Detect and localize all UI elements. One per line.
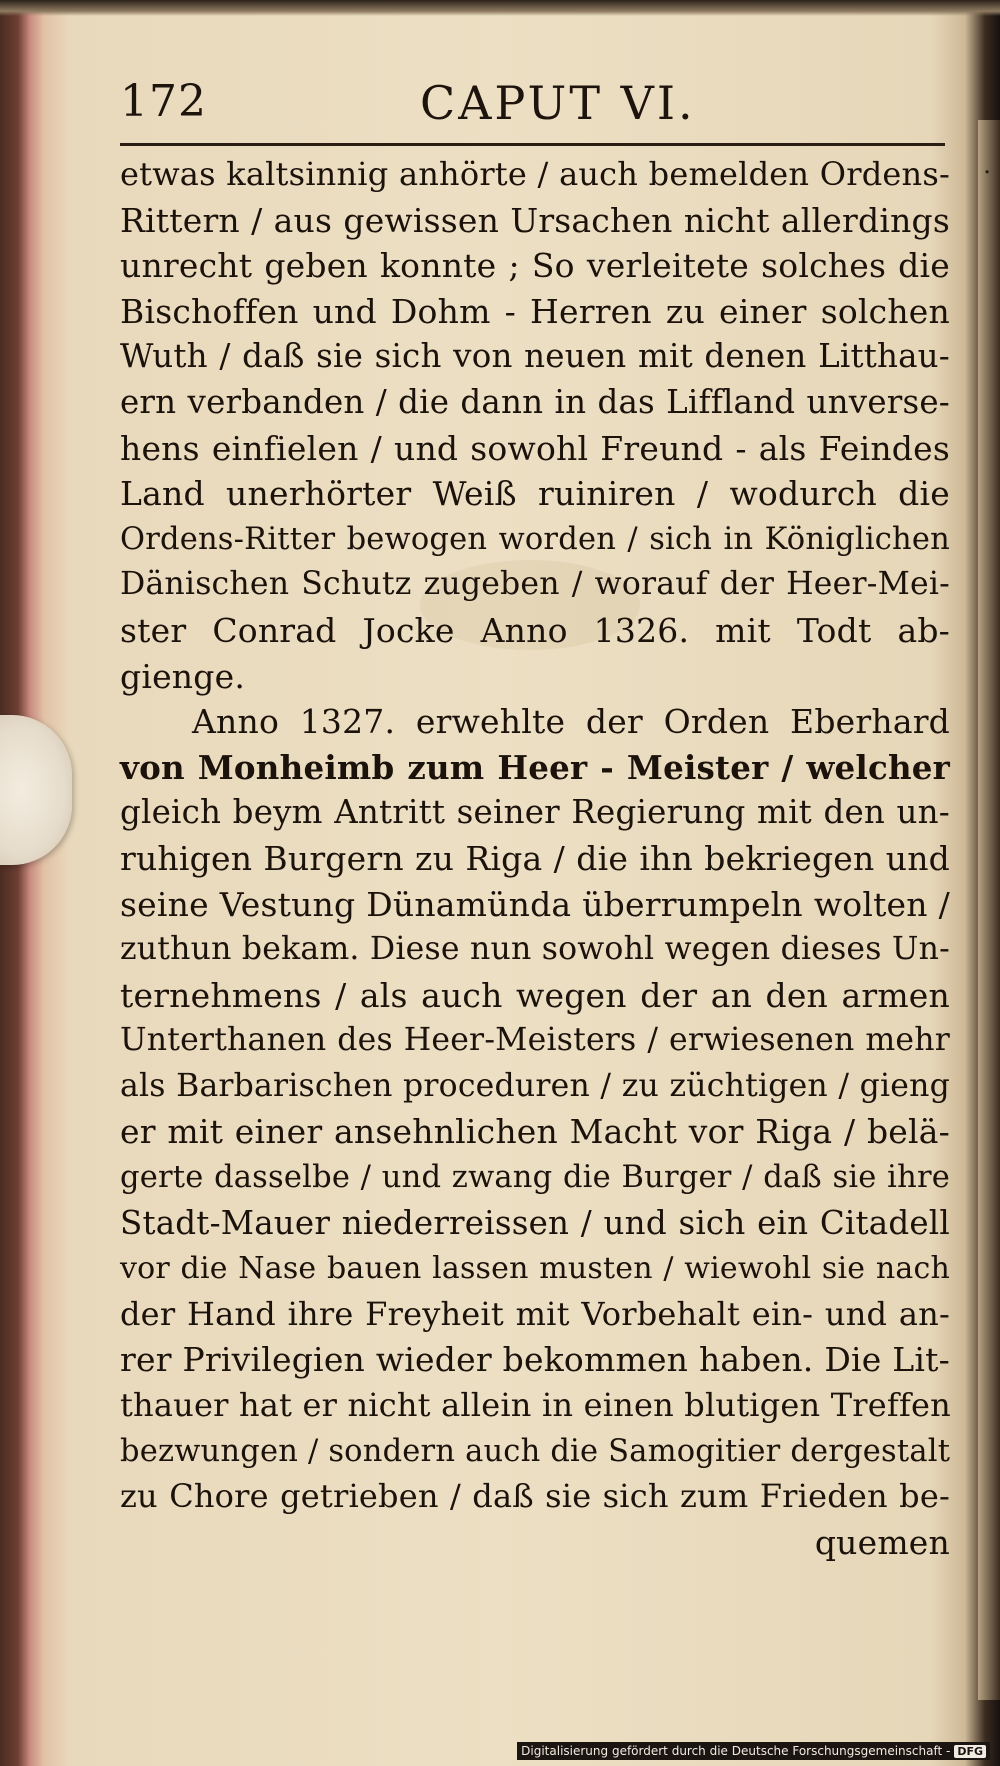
text-line: Unterthanen des Heer-Meisters / erwiesenen mehr bbox=[120, 1022, 950, 1059]
body-text bbox=[120, 152, 950, 1565]
text-line: Stadt-Mauer niederreissen / und sich ein Citadell bbox=[120, 1203, 950, 1242]
header-rule bbox=[120, 143, 945, 146]
text-line: vor die Nase bauen lassen musten / wiewohl sie nach bbox=[120, 1251, 950, 1287]
text-line: etwas kaltsinnig anhörte / auch bemelden Ordens- bbox=[120, 155, 950, 193]
text-line: Ordens-Ritter bewogen worden / sich in Königlichen bbox=[120, 521, 950, 557]
text-line: gienge. bbox=[120, 656, 246, 696]
catchword: quemen bbox=[814, 1522, 950, 1562]
page-number: 172 bbox=[120, 76, 207, 127]
text-line: seine Vestung Dünamünda überrumpeln wolten / bbox=[120, 884, 950, 924]
text-line: ern verbanden / die dann in das Liffland unverse- bbox=[120, 382, 950, 421]
text-line: Land unerhörter Weiß ruiniren / wodurch die bbox=[120, 474, 950, 514]
credit-text: Digitalisierung gefördert durch die Deutsche Forschungsgemeinschaft - bbox=[521, 1744, 951, 1758]
text-line: thauer hat er nicht allein in einen blutigen Treffen bbox=[120, 1386, 951, 1425]
paragraph-start: Anno 1327. erwehlte der Orden Eberhard bbox=[192, 702, 950, 742]
digitization-credit bbox=[517, 1742, 990, 1760]
running-title: CAPUT VI. bbox=[420, 76, 696, 130]
text-line: Bischoffen und Dohm - Herren zu einer solchen bbox=[120, 291, 950, 331]
thumb-tab bbox=[0, 715, 72, 865]
text-line: Dänischen Schutz zugeben / worauf der Heer-Mei- bbox=[120, 566, 950, 603]
text-line: rer Privilegien wieder bekommen haben. Die Lit- bbox=[120, 1340, 950, 1380]
text-line: ster Conrad Jocke Anno 1326. mit Todt ab- bbox=[120, 610, 950, 650]
text-line: gerte dasselbe / und zwang die Burger / daß sie ihre bbox=[120, 1160, 950, 1196]
text-line: Wuth / daß sie sich von neuen mit denen Litthau- bbox=[120, 337, 950, 376]
text-line: unrecht geben konnte ; So verleitete solches die bbox=[120, 246, 950, 286]
next-page-bleed bbox=[978, 120, 1000, 1700]
dfg-logo: DFG bbox=[954, 1745, 986, 1758]
text-line: bezwungen / sondern auch die Samogitier dergestalt bbox=[120, 1433, 951, 1469]
text-line: er mit einer ansehnlichen Macht vor Riga / belä- bbox=[120, 1112, 950, 1152]
text-line: Rittern / aus gewissen Ursachen nicht allerdings bbox=[120, 200, 950, 240]
bleed-glyph: · bbox=[983, 158, 992, 188]
text-line: von Monheimb zum Heer - Meister / welcher bbox=[120, 747, 950, 787]
text-line: hens einfielen / und sowohl Freund - als Feindes bbox=[120, 428, 950, 468]
text-line: zuthun bekam. Diese nun sowohl wegen dieses Un- bbox=[120, 931, 950, 968]
text-line: der Hand ihre Freyheit mit Vorbehalt ein- und an- bbox=[120, 1294, 950, 1333]
text-line: ternehmens / als auch wegen der an den armen bbox=[120, 975, 950, 1015]
text-line: gleich beym Antritt seiner Regierung mit den un- bbox=[120, 793, 950, 832]
page-header bbox=[120, 76, 940, 136]
text-line: als Barbarischen proceduren / zu züchtigen / gieng bbox=[120, 1067, 950, 1104]
text-line: zu Chore getrieben / daß sie sich zum Frieden be- bbox=[120, 1477, 950, 1516]
text-line: ruhigen Burgern zu Riga / die ihn bekriegen und bbox=[120, 838, 950, 878]
page-top-edge bbox=[0, 0, 1000, 16]
